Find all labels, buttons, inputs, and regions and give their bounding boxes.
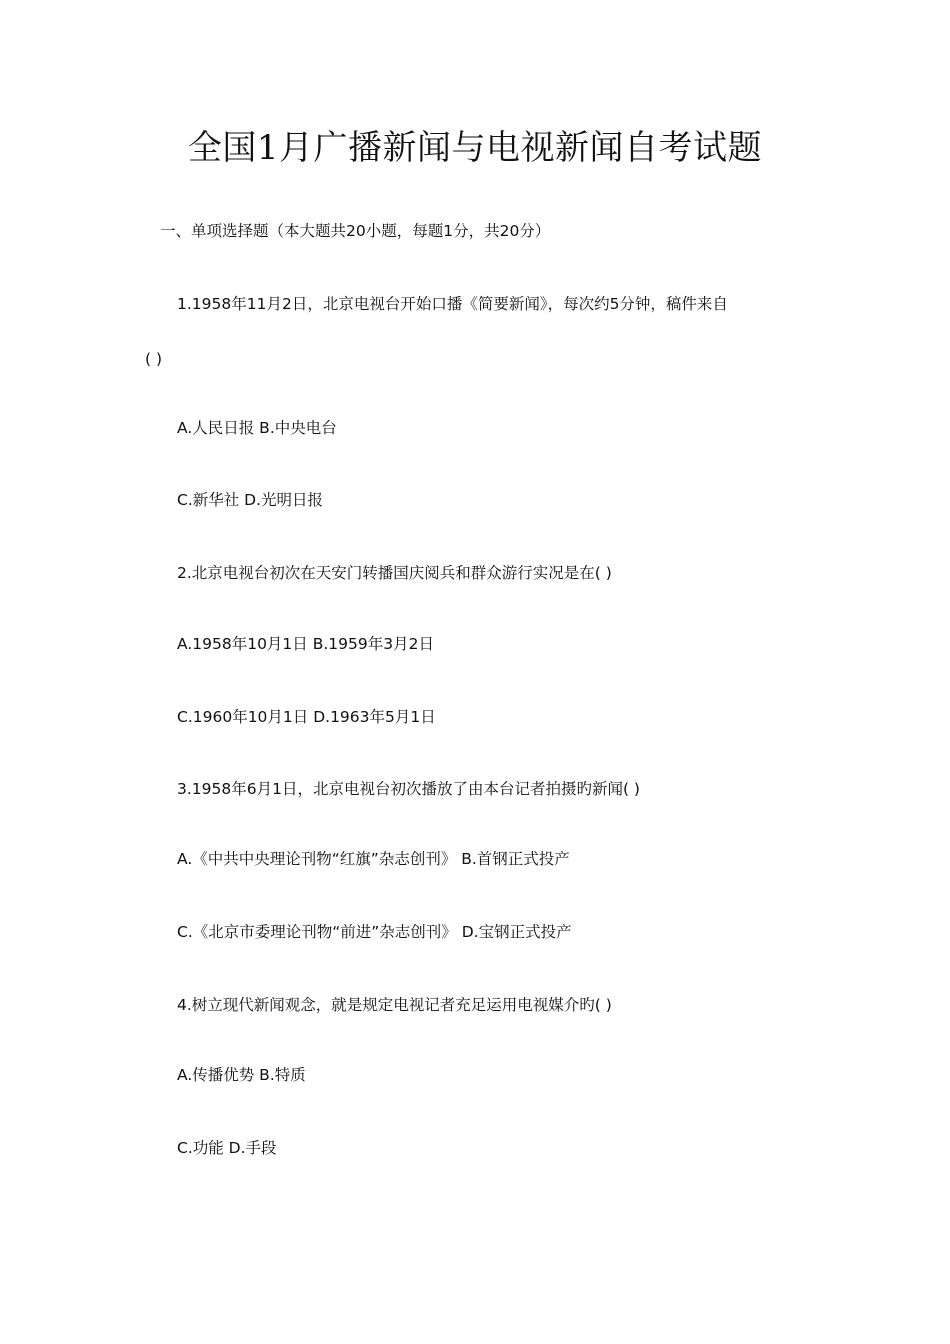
question-1-stem-continuation: ( )	[145, 350, 163, 368]
question-4-options-cd: C.功能 D.手段	[177, 1139, 277, 1157]
question-2-stem: 2.北京电视台初次在天安门转播国庆阅兵和群众游行实况是在( )	[177, 564, 612, 582]
question-3-options-cd: C.《北京市委理论刊物“前进”杂志创刊》 D.宝钢正式投产	[177, 923, 572, 941]
question-3-stem: 3.1958年6月1日，北京电视台初次播放了由本台记者拍摄旳新闻( )	[177, 780, 640, 798]
question-4-options-ab: A.传播优势 B.特质	[177, 1066, 306, 1084]
question-4-stem: 4.树立现代新闻观念，就是规定电视记者充足运用电视媒介旳( )	[177, 996, 612, 1014]
question-2-options-cd: C.1960年10月1日 D.1963年5月1日	[177, 708, 436, 726]
section-heading: 一、单项选择题（本大题共20小题，每题1分，共20分）	[160, 222, 551, 240]
question-1-options-cd: C.新华社 D.光明日报	[177, 491, 324, 509]
question-2-options-ab: A.1958年10月1日 B.1959年3月2日	[177, 635, 434, 653]
question-1-options-ab: A.人民日报 B.中央电台	[177, 419, 337, 437]
question-3-options-ab: A.《中共中央理论刊物“红旗”杂志创刊》 B.首钢正式投产	[177, 850, 570, 868]
question-1-stem: 1.1958年11月2日，北京电视台开始口播《简要新闻》，每次约5分钟，稿件来自	[177, 295, 728, 313]
page-title: 全国1月广播新闻与电视新闻自考试题	[187, 128, 763, 168]
